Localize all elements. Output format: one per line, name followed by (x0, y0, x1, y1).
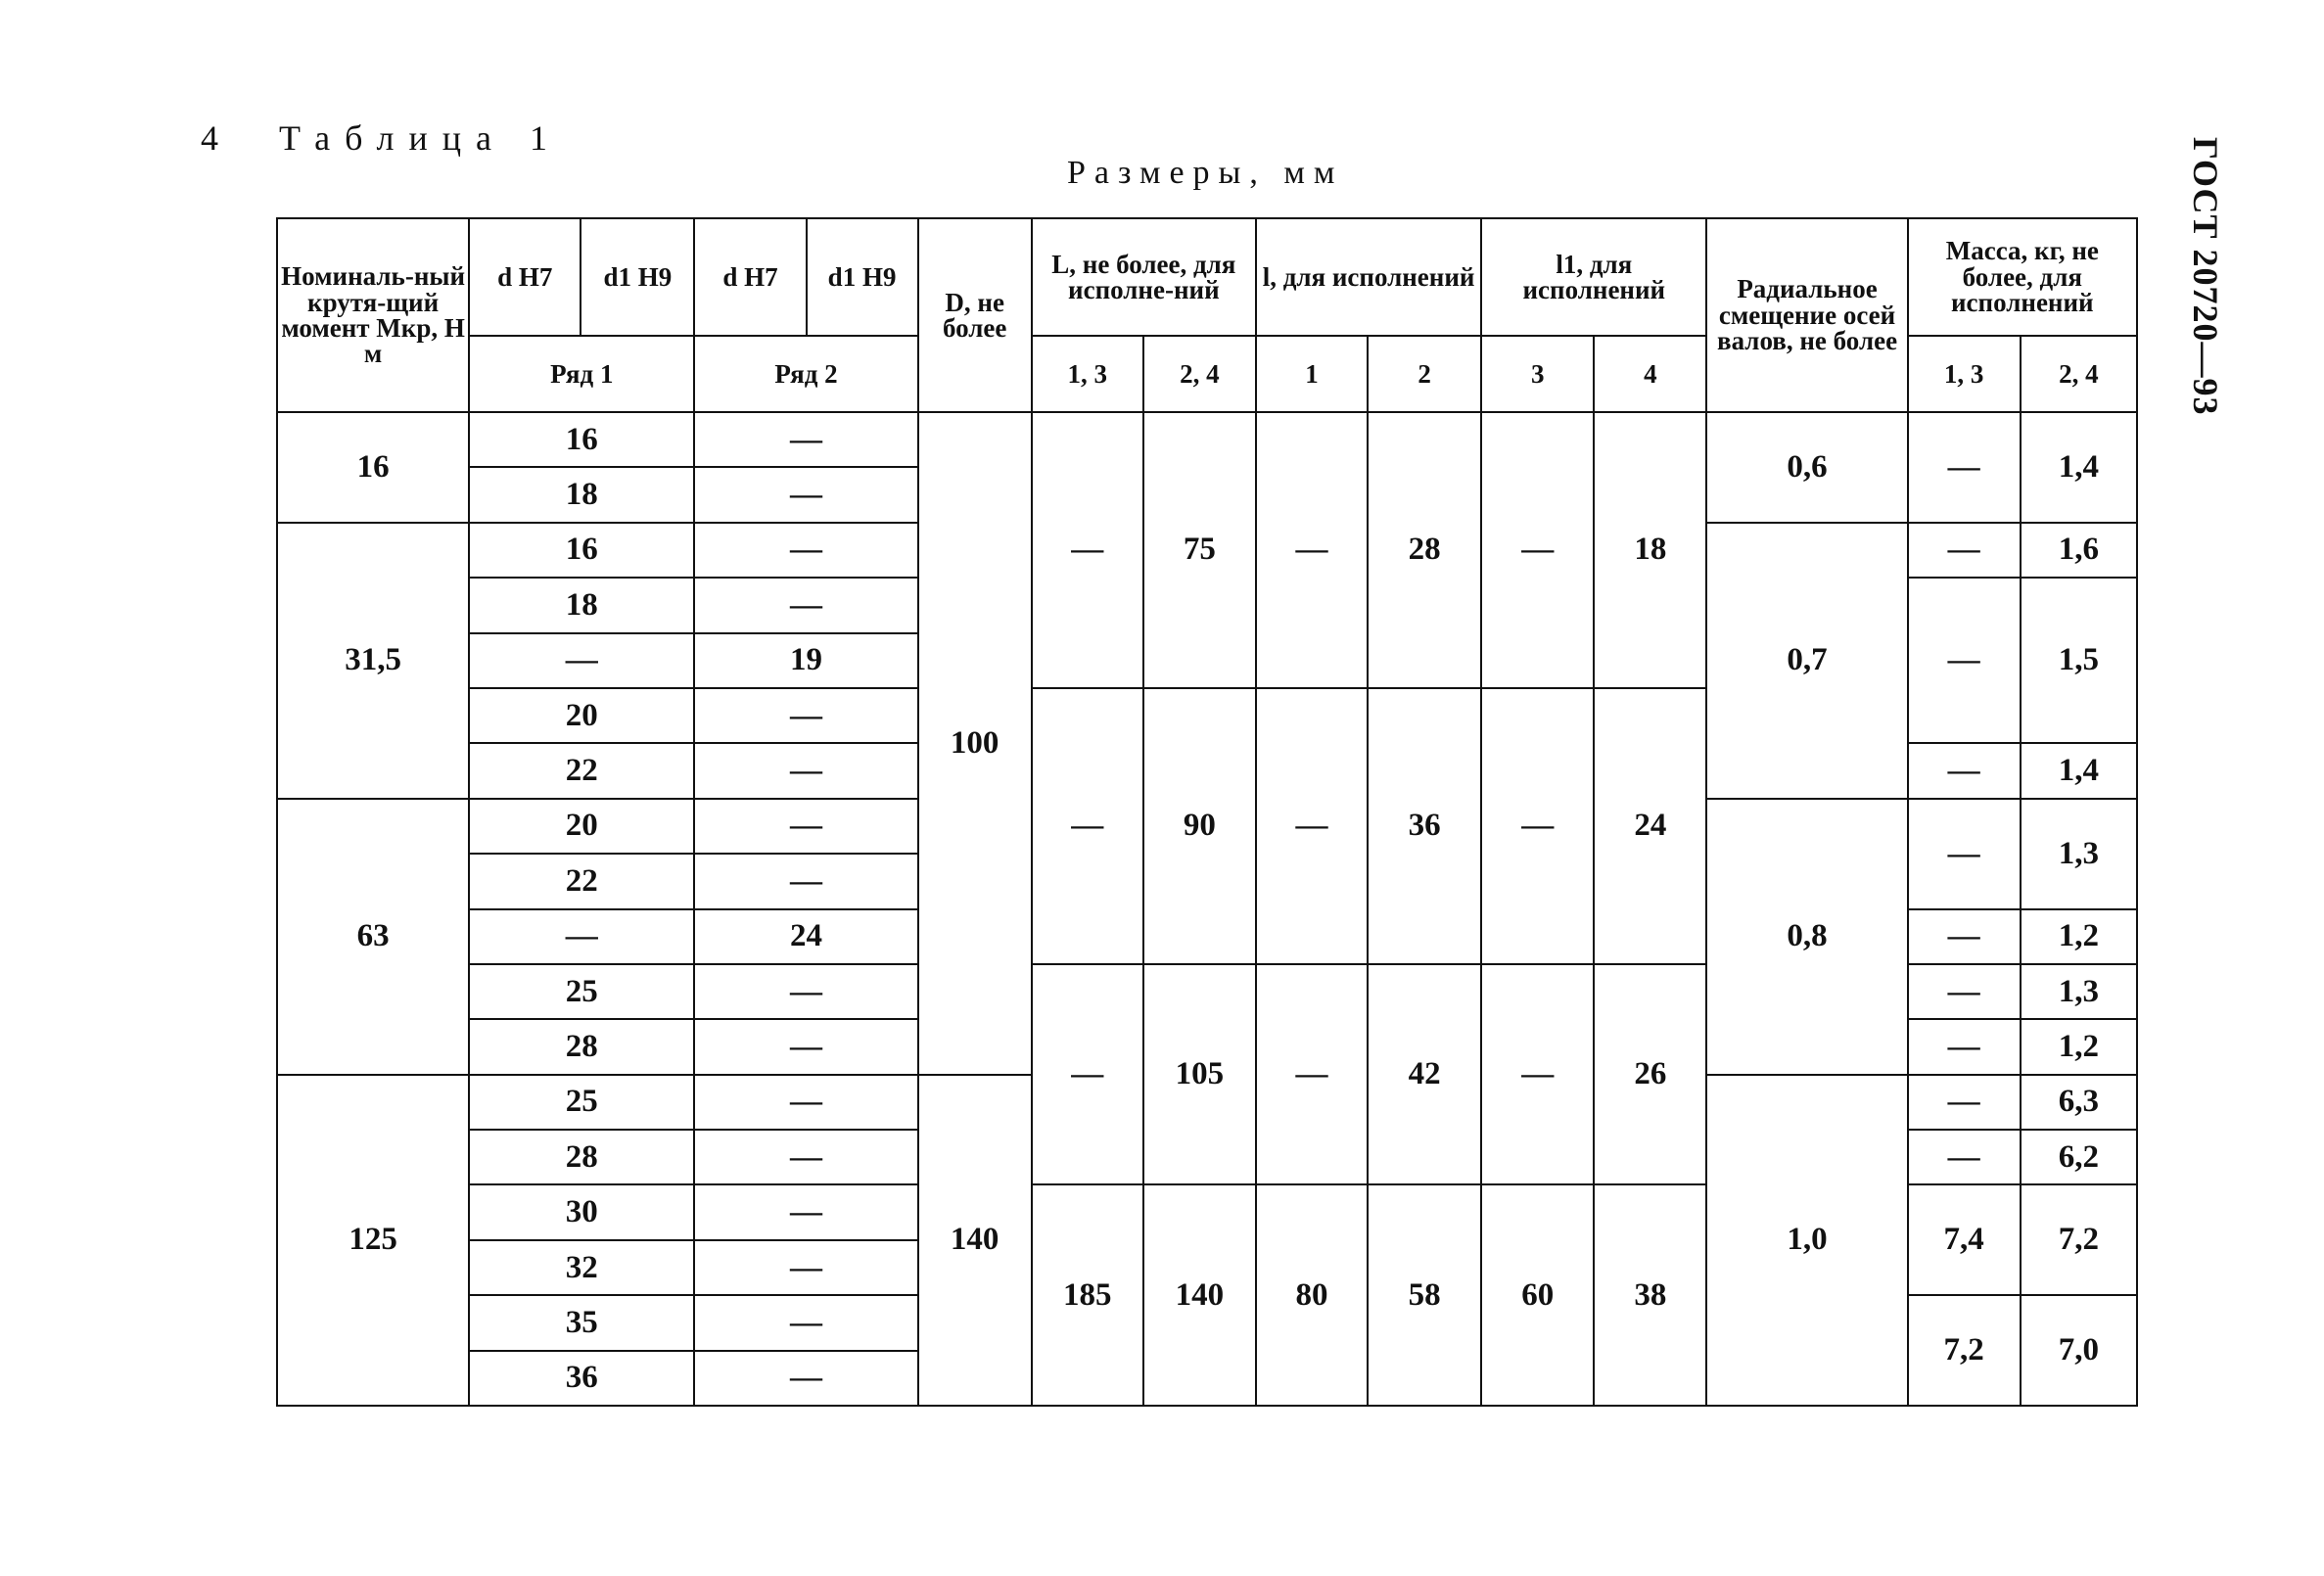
table-row (277, 412, 2137, 467)
row2-cell: — (694, 1240, 917, 1295)
header-l1: l1, для исполнений (1481, 218, 1706, 336)
header-l1-3: 3 (1481, 336, 1594, 412)
row2-cell: — (694, 854, 917, 908)
row1-cell: 20 (469, 799, 694, 854)
row2-cell: — (694, 1351, 917, 1406)
L24-cell: 75 (1143, 412, 1256, 688)
row1-cell: 36 (469, 1351, 694, 1406)
l1-3-cell: 60 (1481, 1184, 1594, 1406)
l1-4-cell: 24 (1594, 688, 1706, 964)
header-d-row1: d H7 (469, 218, 581, 336)
row1-cell: — (469, 909, 694, 964)
header-L-24: 2, 4 (1143, 336, 1256, 412)
mass13-cell: — (1908, 1075, 2021, 1130)
l2-cell: 36 (1368, 688, 1481, 964)
mass13-cell: 7,4 (1908, 1184, 2021, 1295)
header-mass-13: 1, 3 (1908, 336, 2021, 412)
mass13-cell: — (1908, 1130, 2021, 1184)
row1-cell: 18 (469, 578, 694, 632)
mass13-cell: — (1908, 578, 2021, 743)
header-l1-4: 4 (1594, 336, 1706, 412)
header-D: D, не более (918, 218, 1032, 412)
row1-cell: — (469, 633, 694, 688)
mass13-cell: 7,2 (1908, 1295, 2021, 1406)
mass24-cell: 1,3 (2021, 964, 2137, 1019)
mass13-cell: — (1908, 1019, 2021, 1074)
L24-cell: 105 (1143, 964, 1256, 1185)
l1-cell: — (1256, 964, 1368, 1185)
L13-cell: 185 (1032, 1184, 1143, 1406)
mass13-cell: — (1908, 743, 2021, 798)
header-d1-row1: d1 H9 (581, 218, 694, 336)
l1-4-cell: 26 (1594, 964, 1706, 1185)
mass13-cell: — (1908, 799, 2021, 909)
D-cell: 140 (918, 1075, 1032, 1406)
header-d1-row2: d1 H9 (807, 218, 918, 336)
mass13-cell: — (1908, 523, 2021, 578)
header-L: L, не более, для исполне-ний (1032, 218, 1256, 336)
torque-cell: 63 (277, 799, 469, 1075)
row2-cell: — (694, 578, 917, 632)
header-torque: Номиналь-ный крутя-щий момент Мкр, Н м (277, 218, 469, 412)
row2-cell: — (694, 1130, 917, 1184)
D-cell: 100 (918, 412, 1032, 1075)
radial-cell: 0,8 (1706, 799, 1907, 1075)
header-mass-24: 2, 4 (2021, 336, 2137, 412)
row1-cell: 16 (469, 412, 694, 467)
header-row2-label: Ряд 2 (694, 336, 917, 412)
mass24-cell: 1,2 (2021, 1019, 2137, 1074)
header-row-1 (277, 218, 2137, 336)
header-L-13: 1, 3 (1032, 336, 1143, 412)
header-mass: Масса, кг, не более, для исполнений (1908, 218, 2137, 336)
row2-cell: 24 (694, 909, 917, 964)
l1-4-cell: 38 (1594, 1184, 1706, 1406)
mass24-cell: 1,5 (2021, 578, 2137, 743)
standard-designation: ГОСТ 20720—93 (2186, 137, 2225, 416)
table-label: Таблица 1 (279, 118, 562, 158)
row1-cell: 25 (469, 1075, 694, 1130)
row2-cell: — (694, 1184, 917, 1239)
mass24-cell: 7,2 (2021, 1184, 2137, 1295)
mass24-cell: 6,3 (2021, 1075, 2137, 1130)
header-radial: Радиальное смещение осей валов, не более (1706, 218, 1907, 412)
torque-cell: 16 (277, 412, 469, 523)
row2-cell: — (694, 964, 917, 1019)
row1-cell: 32 (469, 1240, 694, 1295)
l1-3-cell: — (1481, 964, 1594, 1185)
l1-3-cell: — (1481, 688, 1594, 964)
row2-cell: 19 (694, 633, 917, 688)
radial-cell: 0,6 (1706, 412, 1907, 523)
row1-cell: 25 (469, 964, 694, 1019)
l1-cell: 80 (1256, 1184, 1368, 1406)
l2-cell: 42 (1368, 964, 1481, 1185)
row2-cell: — (694, 1019, 917, 1074)
mass24-cell: 1,3 (2021, 799, 2137, 909)
l2-cell: 28 (1368, 412, 1481, 688)
header-row1-label: Ряд 1 (469, 336, 694, 412)
L24-cell: 140 (1143, 1184, 1256, 1406)
L13-cell: — (1032, 688, 1143, 964)
mass24-cell: 7,0 (2021, 1295, 2137, 1406)
dimensions-table (276, 217, 2138, 1407)
row1-cell: 16 (469, 523, 694, 578)
torque-cell: 125 (277, 1075, 469, 1406)
row2-cell: — (694, 1075, 917, 1130)
l1-cell: — (1256, 688, 1368, 964)
row2-cell: — (694, 799, 917, 854)
L24-cell: 90 (1143, 688, 1256, 964)
mass13-cell: — (1908, 412, 2021, 523)
table-subtitle: Размеры, мм (1067, 155, 1344, 191)
mass24-cell: 1,6 (2021, 523, 2137, 578)
mass13-cell: — (1908, 964, 2021, 1019)
header-l-1: 1 (1256, 336, 1368, 412)
mass13-cell: — (1908, 909, 2021, 964)
L13-cell: — (1032, 412, 1143, 688)
row2-cell: — (694, 688, 917, 743)
row2-cell: — (694, 523, 917, 578)
l1-4-cell: 18 (1594, 412, 1706, 688)
L13-cell: — (1032, 964, 1143, 1185)
row1-cell: 22 (469, 743, 694, 798)
header-d-row2: d H7 (694, 218, 806, 336)
radial-cell: 0,7 (1706, 523, 1907, 799)
header-l-2: 2 (1368, 336, 1481, 412)
header-l: l, для исполнений (1256, 218, 1481, 336)
row1-cell: 35 (469, 1295, 694, 1350)
row1-cell: 20 (469, 688, 694, 743)
row1-cell: 30 (469, 1184, 694, 1239)
row1-cell: 22 (469, 854, 694, 908)
radial-cell: 1,0 (1706, 1075, 1907, 1406)
page-number: 4 (201, 118, 218, 158)
mass24-cell: 1,2 (2021, 909, 2137, 964)
torque-cell: 31,5 (277, 523, 469, 799)
row1-cell: 18 (469, 467, 694, 522)
row2-cell: — (694, 1295, 917, 1350)
row1-cell: 28 (469, 1019, 694, 1074)
row2-cell: — (694, 412, 917, 467)
row2-cell: — (694, 743, 917, 798)
mass24-cell: 1,4 (2021, 743, 2137, 798)
mass24-cell: 1,4 (2021, 412, 2137, 523)
l1-3-cell: — (1481, 412, 1594, 688)
row1-cell: 28 (469, 1130, 694, 1184)
l1-cell: — (1256, 412, 1368, 688)
l2-cell: 58 (1368, 1184, 1481, 1406)
mass24-cell: 6,2 (2021, 1130, 2137, 1184)
row2-cell: — (694, 467, 917, 522)
